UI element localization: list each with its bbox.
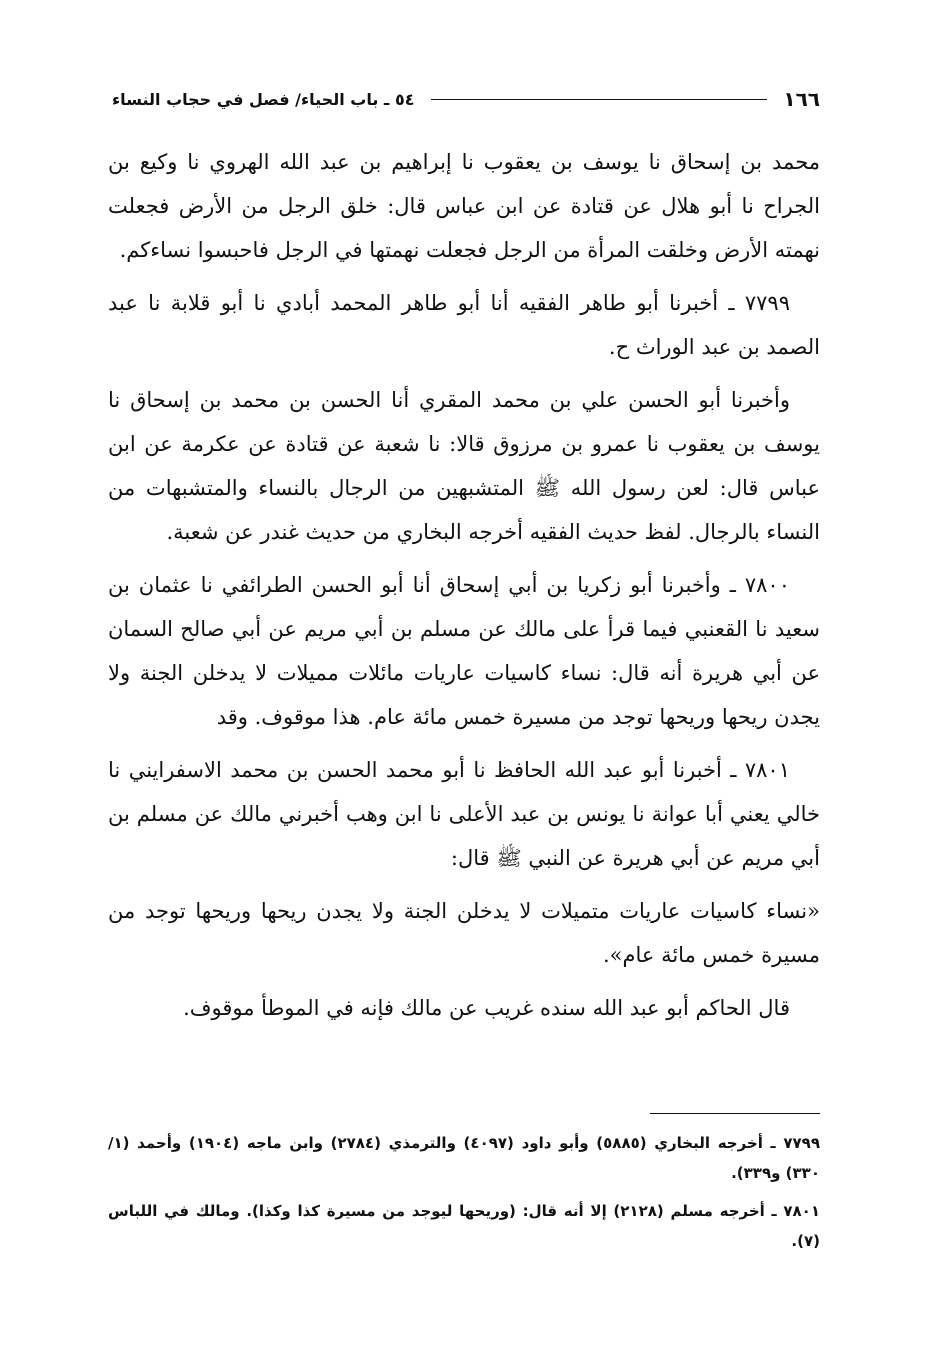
footnote: ٧٧٩٩ ـ أخرجه البخاري (٥٨٨٥) وأبو داود (٤٠٩٧) والترمذي (٢٧٨٤) وابن ماجه (١٩٠٤) وأحمد (١/ ٣٣٠) و٣٣٩). [108,1134,820,1182]
header-rule [431,99,768,100]
footnote: ٧٨٠١ ـ أخرجه مسلم (٢١٢٨) إلا أنه قال: (وريحها ليوجد من مسيرة كذا وكذا). ومالك في اللباس (٧). [108,1202,820,1250]
running-title: ٥٤ ـ باب الحياء/ فصل في حجاب النساء [112,89,415,109]
paragraph: وأخبرنا أبو الحسن علي بن محمد المقري أنا الحسن بن محمد بن إسحاق نا يوسف بن يعقوب نا عمرو بن مرزوق قالا: نا شعبة عن قتادة عن عكرمة عن ابن عباس قال: لعن رسول الله ﷺ المتشبهين من الرجال بالنساء والمتشبهات من النساء بالرجال. لفظ حديث الفقيه أخرجه البخاري من حديث غندر عن شعبة. [108,388,821,544]
footnote-separator [650,1113,820,1114]
paragraph: ٧٨٠٠ ـ وأخبرنا أبو زكريا بن أبي إسحاق أنا أبو الحسن الطرائفي نا عثمان بن سعيد نا القعنبي فيما قرأ على مالك عن مسلم بن أبي مريم عن أبي صالح السمان عن أبي هريرة أنه قال: نساء كاسيات عاريات مائلات مميلات لا يدخلن الجنة ولا يجدن ريحها وريحها توجد من مسيرة خمس مائة عام. هذا موقوف. وقد [108,573,820,729]
paragraph: ٧٨٠١ ـ أخبرنا أبو عبد الله الحافظ نا أبو محمد الحسن بن محمد الاسفرايني نا خالي يعني أبا عوانة نا يونس بن عبد الأعلى نا ابن وهب أخبرني مالك عن مسلم بن أبي مريم عن أبي هريرة عن النبي ﷺ قال: [108,758,820,870]
page-number: ١٦٦ [783,87,820,111]
paragraph: قال الحاكم أبو عبد الله سنده غريب عن مالك فإنه في الموطأ موقوف. [183,996,790,1020]
page-header [112,84,820,114]
paragraph: محمد بن إسحاق نا يوسف بن يعقوب نا إبراهيم بن عبد الله الهروي نا وكيع بن الجراح نا أبو هلال عن قتادة عن ابن عباس قال: خلق الرجل من الأرض فجعلت نهمته الأرض وخلقت المرأة من الرجل فجعلت نهمتها في الرجل فاحبسوا نساءكم. [108,150,820,262]
main-text [108,140,820,1039]
footnotes [108,1128,820,1264]
quoted-hadith: «نساء كاسيات عاريات متميلات لا يدخلن الجنة ولا يجدن ريحها وريحها توجد من مسيرة خمس مائة عام». [108,899,820,967]
paragraph: ٧٧٩٩ ـ أخبرنا أبو طاهر الفقيه أنا أبو طاهر المحمد أبادي نا أبو قلابة نا عبد الصمد بن عبد الوراث ح. [108,291,820,359]
